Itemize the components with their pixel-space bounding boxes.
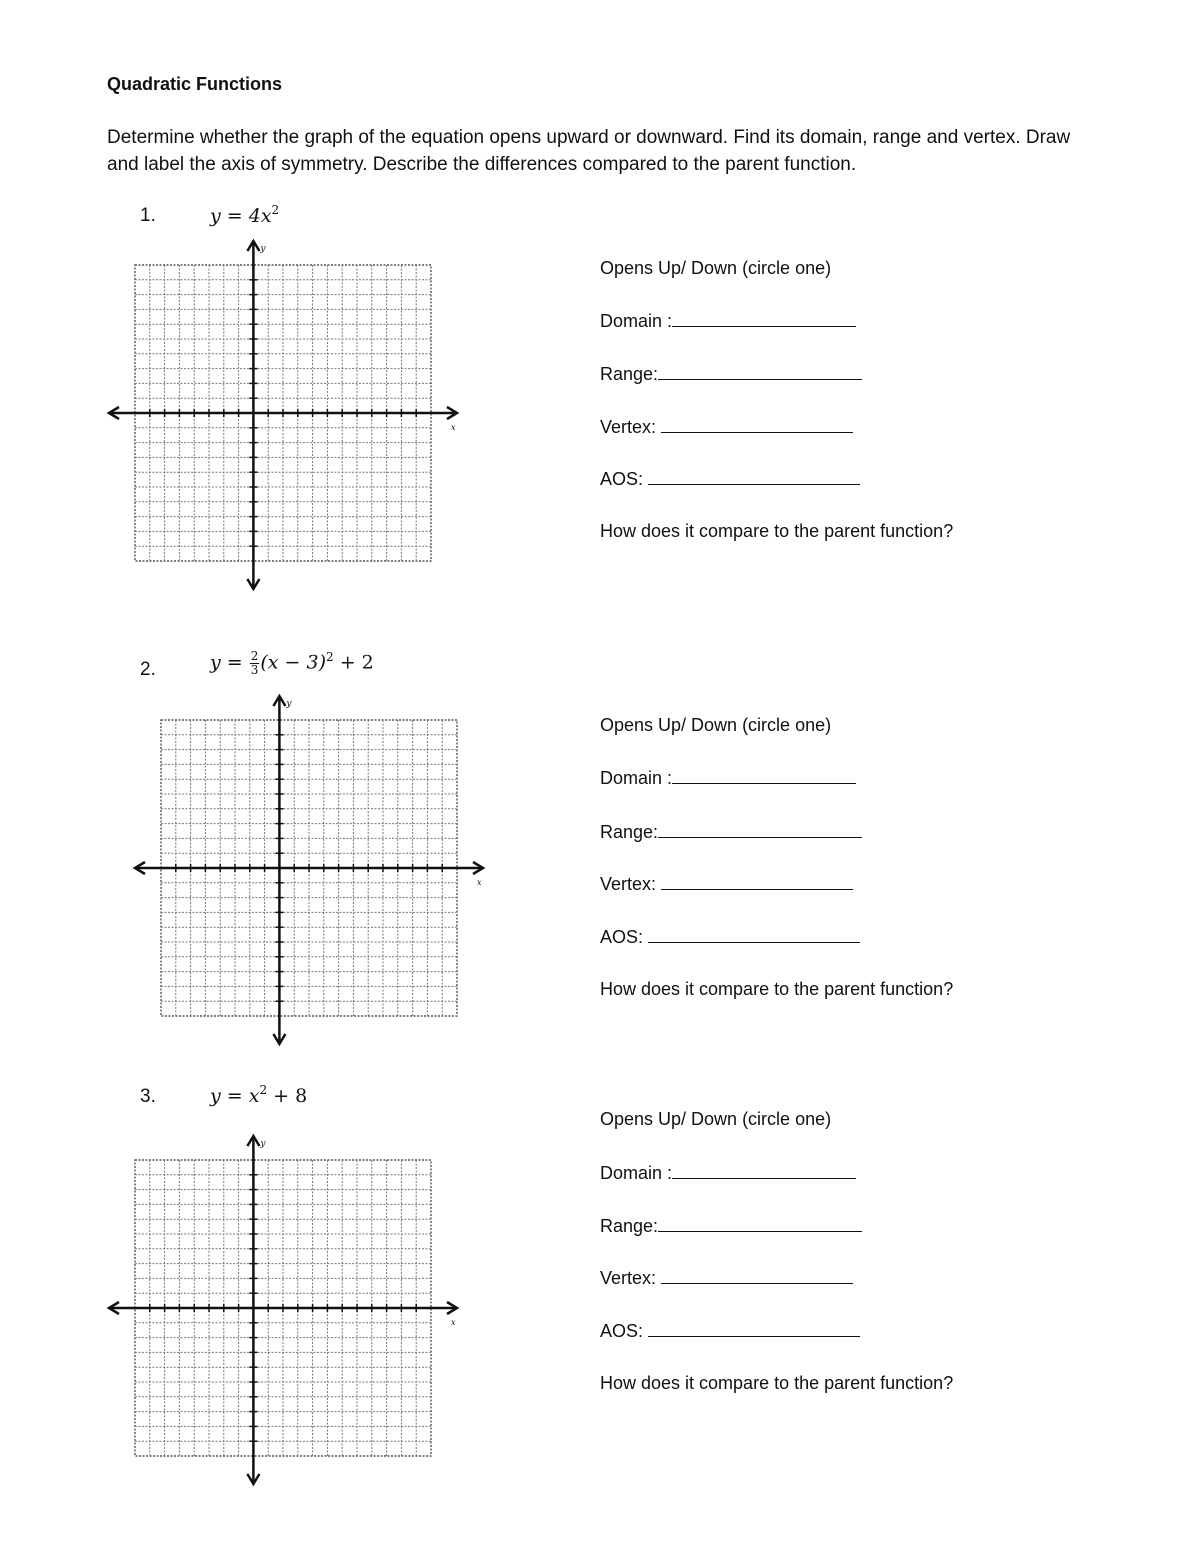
opens-prompt: Opens Up/ Down (circle one) — [600, 715, 832, 735]
x-axis-label: x — [477, 878, 482, 887]
domain-prompt: Domain : — [600, 311, 673, 331]
vertex-answer-blank[interactable] — [661, 416, 853, 433]
fraction-numerator: 2 — [250, 649, 259, 663]
opens-prompt: Opens Up/ Down (circle one) — [600, 1109, 832, 1129]
range-answer-blank[interactable] — [658, 363, 862, 380]
opens-prompt: Opens Up/ Down (circle one) — [600, 258, 832, 278]
aos-prompt: AOS: — [600, 1321, 644, 1341]
y-axis-label: y — [286, 699, 292, 709]
equation-base: y = x — [210, 1085, 260, 1107]
x-axis-label: x — [451, 1318, 456, 1327]
equation-binomial: (x − 3) — [260, 651, 327, 674]
equation-base: y = 4x — [210, 205, 272, 227]
aos-prompt: AOS: — [600, 469, 644, 489]
domain-prompt: Domain : — [600, 768, 673, 788]
aos-answer-blank[interactable] — [648, 1320, 860, 1337]
y-axis-label: y — [260, 1139, 266, 1149]
vertex-prompt: Vertex: — [600, 874, 657, 894]
problem-number: 2. — [140, 659, 156, 680]
coordinate-grid[interactable] — [129, 690, 489, 1050]
equation-exponent: 2 — [326, 649, 334, 664]
worksheet-title: Quadratic Functions — [107, 74, 283, 94]
equation — [210, 1085, 307, 1107]
domain-answer-blank[interactable] — [672, 1162, 856, 1179]
range-prompt: Range: — [600, 1216, 659, 1236]
equation — [210, 650, 374, 677]
compare-prompt: How does it compare to the parent function? — [600, 1373, 954, 1393]
vertex-prompt: Vertex: — [600, 417, 657, 437]
equation-constant: + 2 — [333, 651, 374, 674]
range-answer-blank[interactable] — [658, 1215, 862, 1232]
equation — [210, 205, 279, 227]
vertex-answer-blank[interactable] — [661, 873, 853, 890]
aos-answer-blank[interactable] — [648, 468, 860, 485]
range-prompt: Range: — [600, 364, 659, 384]
equation-lhs: y = — [210, 651, 243, 674]
equation-exponent: 2 — [271, 203, 280, 217]
compare-prompt: How does it compare to the parent function? — [600, 521, 954, 541]
fraction-denominator: 3 — [250, 663, 259, 677]
coordinate-grid[interactable] — [103, 1130, 463, 1490]
problem-number: 1. — [140, 205, 156, 226]
compare-prompt: How does it compare to the parent function? — [600, 979, 954, 999]
fraction — [250, 650, 260, 677]
aos-prompt: AOS: — [600, 927, 644, 947]
aos-answer-blank[interactable] — [648, 926, 860, 943]
range-prompt: Range: — [600, 822, 659, 842]
equation-exponent: 2 — [259, 1083, 268, 1097]
range-answer-blank[interactable] — [658, 821, 862, 838]
y-axis-label: y — [260, 244, 266, 254]
equation-constant: + 8 — [267, 1085, 308, 1107]
instructions: Determine whether the graph of the equation opens upward or downward. Find its domain, range and vertex. Draw and label the axis of symmetry. Describe the differences compared to the parent function. — [107, 127, 1071, 175]
domain-prompt: Domain : — [600, 1163, 673, 1183]
vertex-answer-blank[interactable] — [661, 1267, 853, 1284]
domain-answer-blank[interactable] — [672, 767, 856, 784]
x-axis-label: x — [451, 423, 456, 432]
problem-number: 3. — [140, 1086, 156, 1107]
vertex-prompt: Vertex: — [600, 1268, 657, 1288]
coordinate-grid[interactable] — [103, 235, 463, 595]
domain-answer-blank[interactable] — [672, 310, 856, 327]
